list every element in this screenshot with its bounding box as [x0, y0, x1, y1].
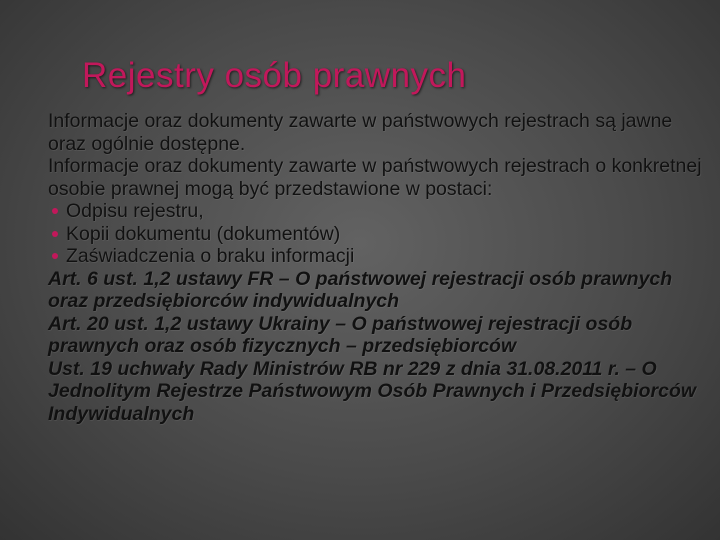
law-reference-3: Ust. 19 uchwały Rady Ministrów RB nr 229 z dnia 31.08.2011 r. – O Jednolitym Rejestrze Państwowym Osób Prawnych i Przedsiębiorców Indywidualnych	[48, 357, 697, 425]
bullet-text: Kopii dokumentu (dokumentów)	[66, 222, 341, 245]
bullet-item	[48, 245, 713, 268]
bullet-dot-icon	[52, 208, 58, 214]
bullet-dot-icon	[52, 253, 58, 259]
bullet-text: Odpisu rejestru,	[66, 200, 204, 222]
paragraph-2: Informacje oraz dokumenty zawarte w państwowych rejestrach o konkretnej osobie prawnej mogą być przedstawione w postaci:	[48, 155, 702, 200]
bullet-item	[48, 200, 713, 223]
bullet-dot-icon	[52, 231, 58, 237]
law-reference-2: Art. 20 ust. 1,2 ustawy Ukrainy – O państwowej rejestracji osób prawnych oraz osób fizycznych – przedsiębiorców	[48, 312, 633, 357]
bullet-item	[48, 223, 713, 246]
slide-title: Rejestry osób prawnych	[82, 56, 467, 95]
law-reference-1: Art. 6 ust. 1,2 ustawy FR – O państwowej rejestracji osób prawnych oraz przedsiębiorców indywidualnych	[48, 267, 673, 312]
slide-body	[48, 110, 713, 425]
paragraph-1: Informacje oraz dokumenty zawarte w państwowych rejestrach są jawne oraz ogólnie dostępne.	[48, 110, 673, 155]
bullet-text: Zaświadczenia o braku informacji	[66, 245, 355, 267]
